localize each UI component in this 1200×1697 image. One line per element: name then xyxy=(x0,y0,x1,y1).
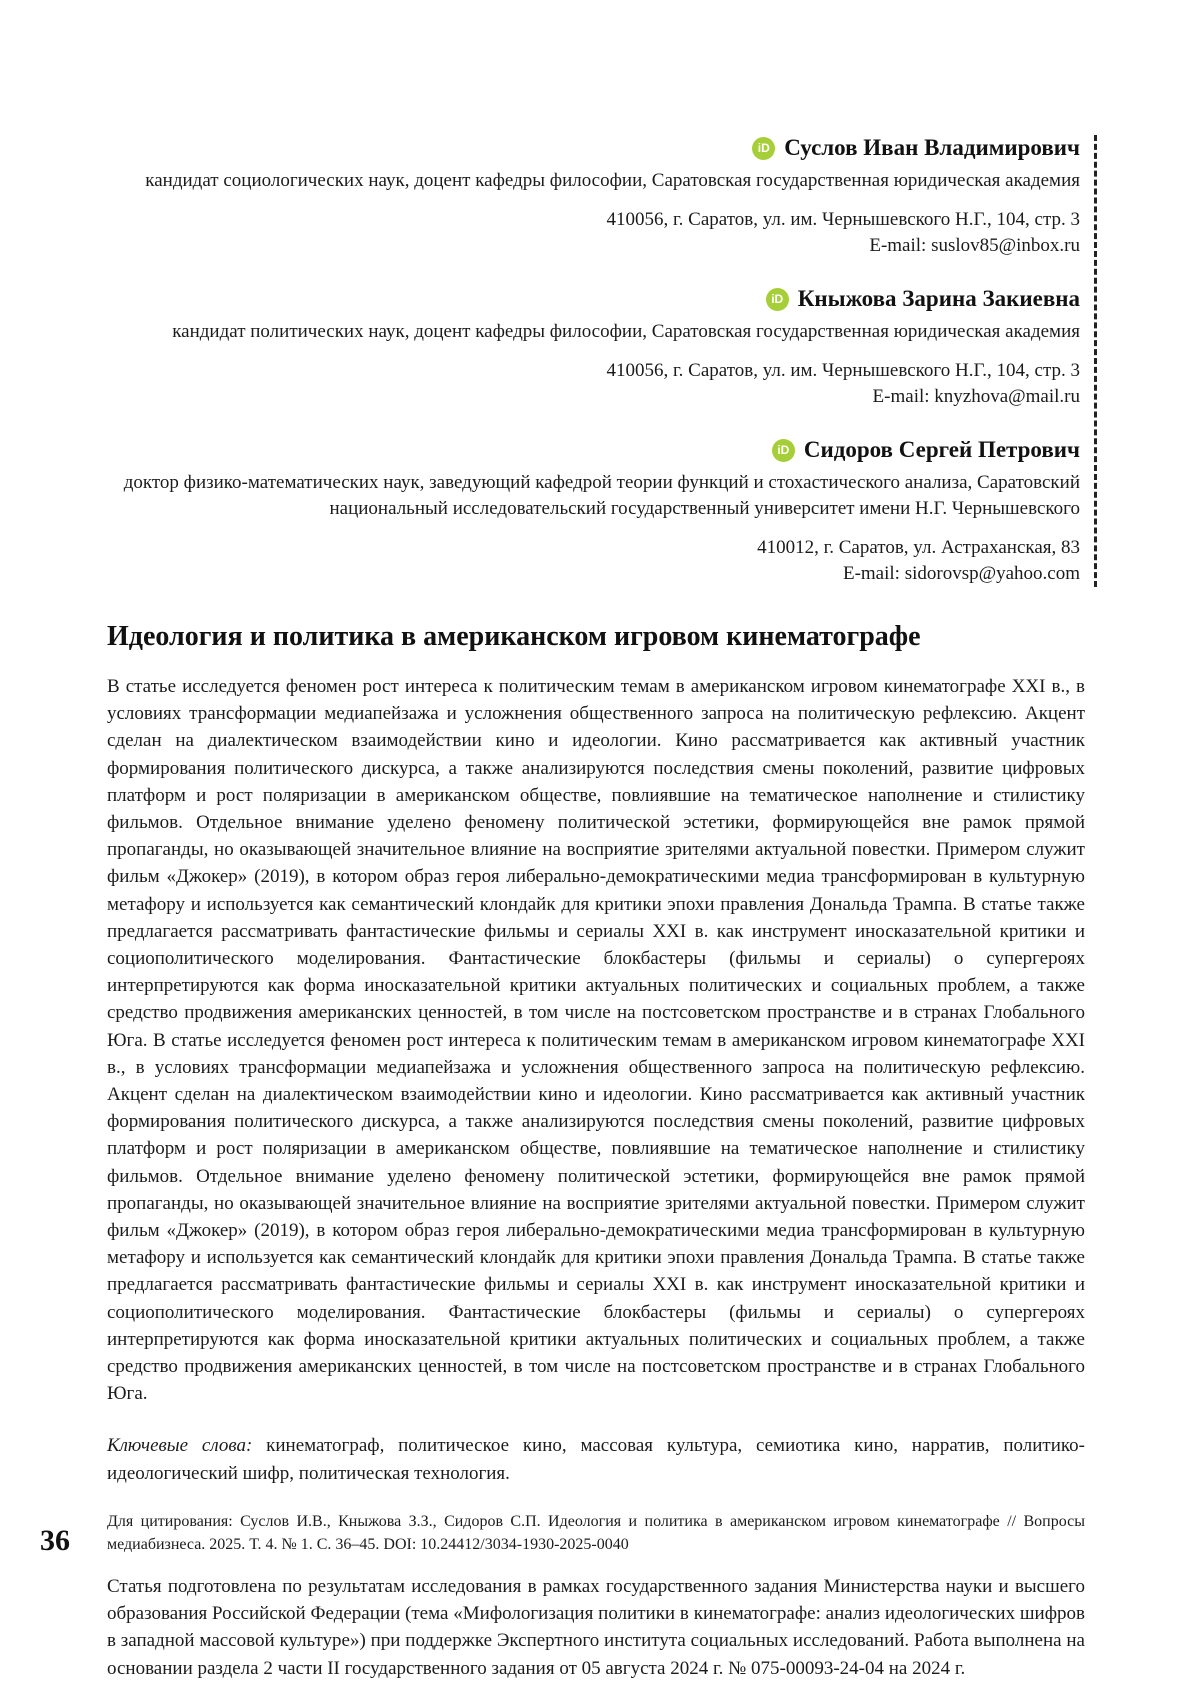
author-address: 410056, г. Саратов, ул. им. Чернышевского Н.Г., 104, стр. 3 xyxy=(606,360,1080,381)
author-name-row xyxy=(107,286,1080,312)
author-contact xyxy=(107,207,1080,259)
author-email: E-mail: knyzhova@mail.ru xyxy=(872,386,1080,407)
author-address: 410056, г. Саратов, ул. им. Чернышевского Н.Г., 104, стр. 3 xyxy=(606,209,1080,230)
page-number: 36 xyxy=(40,1524,70,1557)
keywords-label: Ключевые слова: xyxy=(107,1435,253,1457)
author-card xyxy=(107,437,1080,587)
author-name-row xyxy=(107,437,1080,463)
author-contact xyxy=(107,535,1080,587)
author-block xyxy=(107,135,1097,587)
citation-note: Для цитирования: Суслов И.В., Кныжова З.З., Сидоров С.П. Идеология и политика в американском игровом кинематографе // Вопросы медиабизнеса. 2025. Т. 4. № 1. С. 36–45. DOI: 10.24412/3034-1930-2025-0040 xyxy=(107,1512,1085,1553)
abstract-text: В статье исследуется феномен рост интереса к политическим темам в американском игровом кинематографе XXI в., в условиях трансформации медиапейзажа и усложнения общественного запроса на политическую рефлексию. Акцент сделан на диалектическом взаимодействии кино и идеологии. Кино рассматривается как активный участник формирования политического дискурса, а также анализируются последствия смены поколений, развитие цифровых платформ и рост поляризации в американском обществе, повлиявшие на тематическое наполнение и стилистику фильмов. Отдельное внимание уделено феномену политической эстетики, формирующейся вне рамок прямой пропаганды, но оказывающей значительное влияние на восприятие зрителями актуальной повестки. Примером служит фильм «Джокер» (2019), в котором образ героя либерально-демократическими медиа трансформирован в культурную метафору и используется как семантический клондайк для критики эпохи правления Дональда Трампа. В статье также предлагается рассматривать фантастические фильмы и сериалы XXI в. как инструмент иносказательной критики и социополитического моделирования. Фантастические блокбастеры (фильмы и сериалы) о супергероях интерпретируются как форма иносказательной критики актуальных политических и социальных проблем, а также средство продвижения американских ценностей, в том числе на постсоветском пространстве и в странах Глобального Юга. В статье исследуется феномен рост интереса к политическим темам в американском игровом кинематографе XXI в., в условиях трансформации медиапейзажа и усложнения общественного запроса на политическую рефлексию. Акцент сделан на диалектическом взаимодействии кино и идеологии. Кино рассматривается как активный участник формирования политического дискурса, а также анализируются последствия смены поколений, развитие цифровых платформ и рост поляризации в американском обществе, повлиявшие на тематическое наполнение и стилистику фильмов. Отдельное внимание уделено феномену политической эстетики, формирующейся вне рамок прямой пропаганды, но оказывающей значительное влияние на восприятие зрителями актуальной повестки. Примером служит фильм «Джокер» (2019), в котором образ героя либерально-демократическими медиа трансформирован в культурную метафору и используется как семантический клондайк для критики эпохи правления Дональда Трампа. В статье также предлагается рассматривать фантастические фильмы и сериалы XXI в. как инструмент иносказательной критики и социополитического моделирования. Фантастические блокбастеры (фильмы и сериалы) о супергероях интерпретируются как форма иносказательной критики актуальных политических и социальных проблем, а также средство продвижения американских ценностей, в том числе на постсоветском пространстве и в странах Глобального Юга. xyxy=(107,676,1085,1405)
author-name: Суслов Иван Владимирович xyxy=(784,135,1080,160)
author-card xyxy=(107,286,1080,410)
article-title: Идеология и политика в американском игровом кинематографе xyxy=(107,621,921,652)
keywords-paragraph xyxy=(107,1432,1085,1486)
keywords-text: кинематограф, политическое кино, массовая культура, семиотика кино, нарратив, политико-идеологический шифр, политическая технология. xyxy=(107,1435,1085,1484)
author-name: Сидоров Сергей Петрович xyxy=(803,437,1080,462)
author-affiliation: доктор физико-математических наук, заведующий кафедрой теории функций и стохастического анализа, Саратовский национальный исследовательский государственный университет имени Н.Г. Чернышевского xyxy=(123,472,1080,519)
author-contact xyxy=(107,358,1080,410)
author-name-row xyxy=(107,135,1080,161)
author-email: E-mail: suslov85@inbox.ru xyxy=(869,235,1080,256)
funding-note: Статья подготовлена по результатам исследования в рамках государственного задания Министерства науки и высшего образования Российской Федерации (тема «Мифологизация политики в кинематографе: анализ идеологических шифров в западной массовой культуре») при поддержке Экспертного института социальных исследований. Работа выполнена на основании раздела 2 части II государственного задания от 05 августа 2024 г. № 075-00093-24-04 на 2024 г. xyxy=(107,1575,1085,1679)
author-email: E-mail: sidorovsp@yahoo.com xyxy=(842,563,1080,584)
author-name: Кныжова Зарина Закиевна xyxy=(797,286,1080,311)
author-affiliation: кандидат политических наук, доцент кафедры философии, Саратовская государственная юридическая академия xyxy=(172,321,1080,342)
author-card xyxy=(107,135,1080,259)
orcid-icon[interactable]: iD xyxy=(772,439,795,462)
author-affiliation: кандидат социологических наук, доцент кафедры философии, Саратовская государственная юридическая академия xyxy=(145,170,1080,191)
orcid-icon[interactable]: iD xyxy=(752,137,775,160)
author-address: 410012, г. Саратов, ул. Астраханская, 83 xyxy=(757,537,1080,558)
orcid-icon[interactable]: iD xyxy=(766,288,789,311)
